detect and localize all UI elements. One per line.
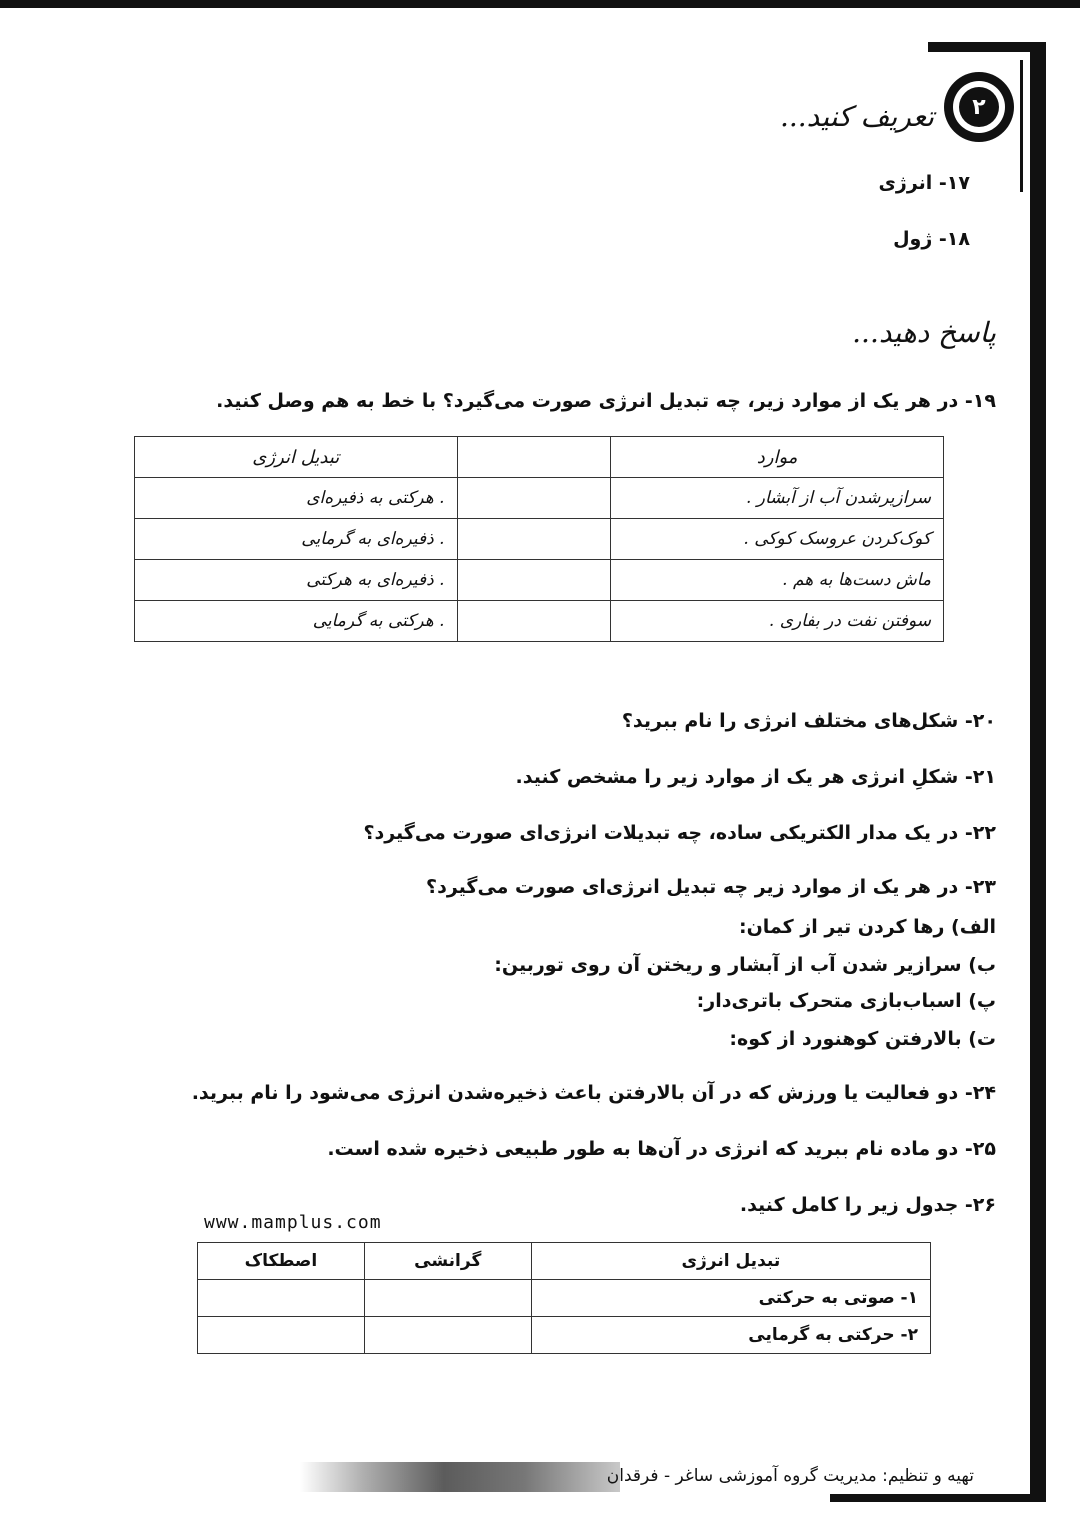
table-row <box>198 1280 931 1317</box>
friction-cell <box>198 1280 365 1317</box>
header-friction: اصطکاک <box>198 1243 365 1280</box>
question-23: ۲۳- در هر یک از موارد زیر چه تبدیل انرژی‌ای صورت می‌گیرد؟ <box>426 876 996 898</box>
conversion-cell: ۲- حرکتی به گرمایی <box>531 1317 930 1354</box>
table-row <box>135 519 944 560</box>
question-21: ۲۱- شکلِ انرژی هر یک از موارد زیر را مشخص کنید. <box>515 766 996 788</box>
badge-number: ۲ <box>959 87 999 127</box>
question-20: ۲۰- شکل‌های مختلف انرژی را نام ببرید؟ <box>621 710 996 732</box>
gap-cell <box>457 601 611 642</box>
frame-right <box>1030 42 1046 1502</box>
header-gap <box>457 437 611 478</box>
question-23-part-b: ب) سرازیر شدن آب از آبشار و ریختن آن روی توربین: <box>494 954 996 976</box>
conversion-cell: ۱- صوتی به حرکتی <box>531 1280 930 1317</box>
friction-cell <box>198 1317 365 1354</box>
definition-18: ۱۸- ژول <box>893 228 970 250</box>
question-23-part-t: ت) بالارفتن کوهنورد از کوه: <box>729 1028 996 1050</box>
question-25: ۲۵- دو ماده نام ببرید که انرژی در آن‌ها به طور طبیعی ذخیره شده است. <box>327 1138 996 1160</box>
conversion-cell: . هرکتی به گرمایی <box>135 601 458 642</box>
header-gravity: گرانشی <box>364 1243 531 1280</box>
gravity-cell <box>364 1317 531 1354</box>
section-title-define: تعریف کنید... <box>779 100 934 133</box>
question-22: ۲۲- در یک مدار الکتریکی ساده، چه تبدیلات انرژی‌ای صورت می‌گیرد؟ <box>363 822 996 844</box>
header-items: موارد <box>611 437 944 478</box>
definition-17: ۱۷- انرژی <box>878 172 970 194</box>
watermark-url: www.mamplus.com <box>204 1212 382 1233</box>
question-19: ۱۹- در هر یک از موارد زیر، چه تبدیل انرژی صورت می‌گیرد؟ با خط به هم وصل کنید. <box>216 390 996 412</box>
footer-smudge <box>300 1462 620 1492</box>
gravity-cell <box>364 1280 531 1317</box>
matching-table <box>134 436 944 642</box>
question-23-part-p: پ) اسباب‌بازی متحرک باتری‌دار: <box>696 990 996 1012</box>
gap-cell <box>457 519 611 560</box>
top-border <box>0 0 1080 8</box>
item-cell: سرازیرشدن آب از آبشار . <box>611 478 944 519</box>
section-title-answer: پاسخ دهید... <box>852 316 996 349</box>
gap-cell <box>457 478 611 519</box>
frame-top <box>928 42 1046 52</box>
header-energy-conversion: تبدیل انرژی <box>531 1243 930 1280</box>
item-cell: کوک‌کردن عروسک کوکی . <box>611 519 944 560</box>
energy-table <box>197 1242 931 1354</box>
table-row <box>135 560 944 601</box>
frame-bottom <box>830 1494 1046 1502</box>
item-cell: ماش دست‌ها به هم . <box>611 560 944 601</box>
gap-cell <box>457 560 611 601</box>
footer-credit: تهیه و تنظیم: مدیریت گروه آموزشی ساغر - فرقدان <box>606 1466 974 1486</box>
header-conversion: تبدیل انرژی <box>135 437 458 478</box>
item-cell: سوفتن نفت در بفاری . <box>611 601 944 642</box>
conversion-cell: . ذفیره‌ای به هرکتی <box>135 560 458 601</box>
conversion-cell: . ذفیره‌ای به گرمایی <box>135 519 458 560</box>
question-23-part-a: الف) رها کردن تیر از کمان: <box>738 916 996 938</box>
question-24: ۲۴- دو فعالیت یا ورزش که در آن بالارفتن باعث ذخیره‌شدن انرژی می‌شود را نام ببرید. <box>191 1082 996 1104</box>
table-row <box>198 1317 931 1354</box>
question-26: ۲۶- جدول زیر را کامل کنید. <box>739 1194 996 1216</box>
conversion-cell: . هرکتی به ذفیره‌ای <box>135 478 458 519</box>
table-row <box>135 601 944 642</box>
section-number-badge <box>944 72 1014 142</box>
frame-inner-line <box>1020 60 1023 192</box>
table-row <box>135 478 944 519</box>
